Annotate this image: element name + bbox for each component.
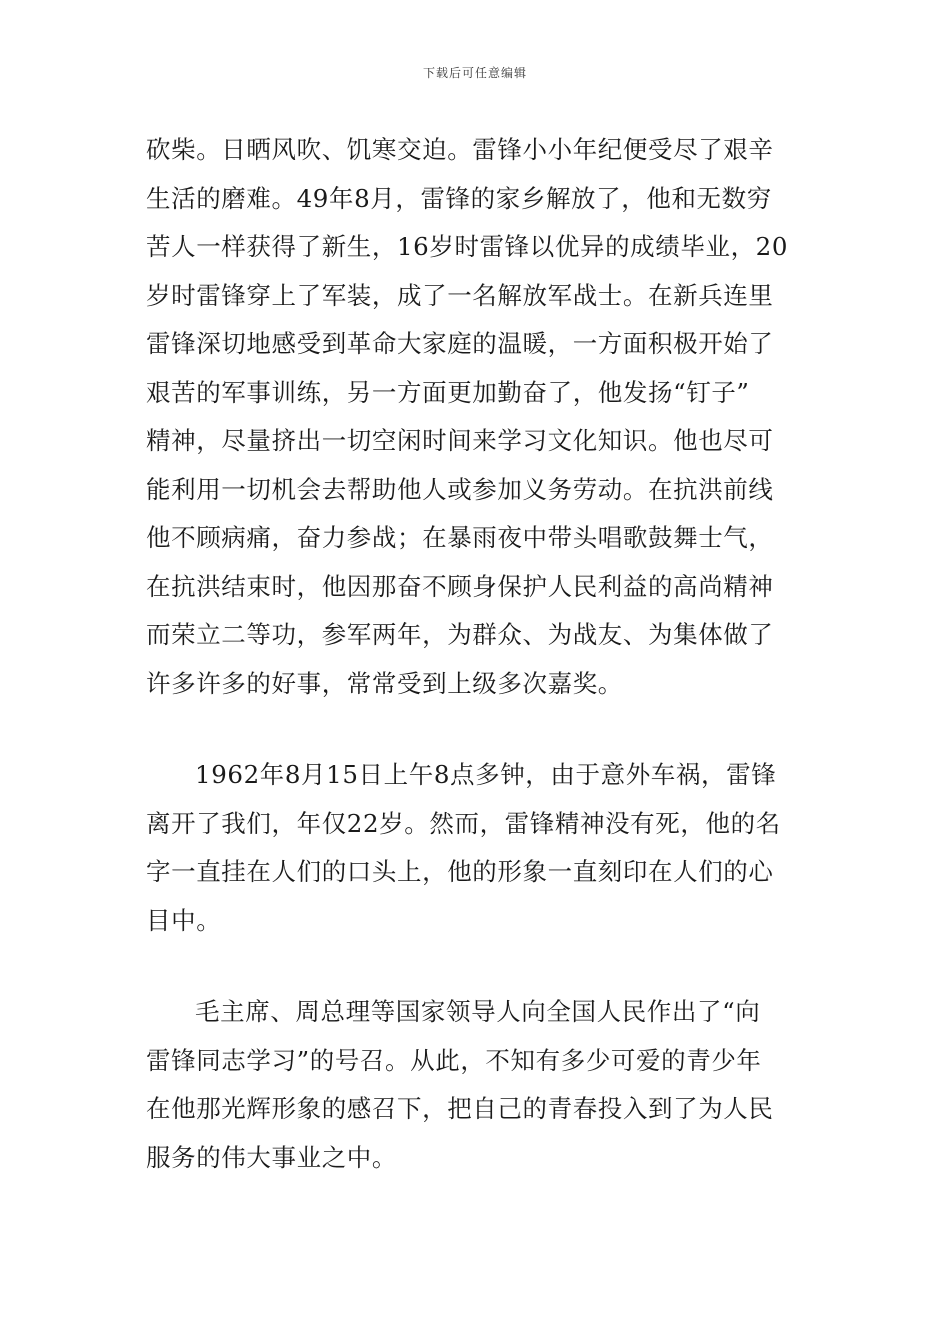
text-line: 服务的伟大事业之中。 (146, 1142, 397, 1172)
text-line: 雷锋同志学习”的号召。从此，不知有多少可爱的青少年 (146, 1045, 762, 1075)
paragraph-2 (146, 751, 806, 945)
paragraph-spacer (146, 945, 806, 988)
text-line: 在他那光辉形象的感召下，把自己的青春投入到了为人民 (146, 1094, 774, 1123)
text-line: 离开了我们，年仅22岁。然而，雷锋精神没有死，他的名 (146, 808, 781, 838)
text-line: 字一直挂在人们的口头上，他的形象一直刻印在人们的心 (146, 857, 774, 886)
text-line: 在抗洪结束时，他因那奋不顾身保护人民利益的高尚精神 (146, 571, 774, 601)
paragraph-1 (146, 126, 806, 708)
text-line: 雷锋深切地感受到革命大家庭的温暖，一方面积极开始了 (146, 329, 774, 358)
text-line: 而荣立二等功，参军两年，为群众、为战友、为集体做了 (146, 620, 774, 649)
text-line: 能利用一切机会去帮助他人或参加义务劳动。在抗洪前线 (146, 474, 774, 504)
paragraph-3 (146, 988, 806, 1182)
text-line: 许多许多的好事，常常受到上级多次嘉奖。 (146, 668, 623, 698)
text-line: 目中。 (146, 905, 222, 935)
text-line: 砍柴。日晒风吹、饥寒交迫。雷锋小小年纪便受尽了艰辛 (146, 135, 774, 164)
text-line: 1962年8月15日上午8点多钟，由于意外车祸，雷锋 (195, 760, 777, 789)
text-line: 艰苦的军事训练，另一方面更加勤奋了，他发扬“钉子” (146, 377, 750, 407)
text-line: 生活的磨难。49年8月，雷锋的家乡解放了，他和无数穷 (146, 183, 772, 213)
text-line: 岁时雷锋穿上了军装，成了一名解放军战士。在新兵连里 (146, 280, 774, 310)
text-line: 他不顾病痛，奋力参战；在暴雨夜中带头唱歌鼓舞士气， (146, 523, 774, 552)
text-line: 毛主席、周总理等国家领导人向全国人民作出了“向 (195, 997, 761, 1026)
document-body (146, 126, 806, 1182)
page-header: 下载后可任意编辑 (422, 66, 527, 80)
paragraph-spacer (146, 708, 806, 751)
text-line: 精神，尽量挤出一切空闲时间来学习文化知识。他也尽可 (146, 426, 774, 455)
text-line: 苦人一样获得了新生，16岁时雷锋以优异的成绩毕业，20 (146, 232, 789, 261)
